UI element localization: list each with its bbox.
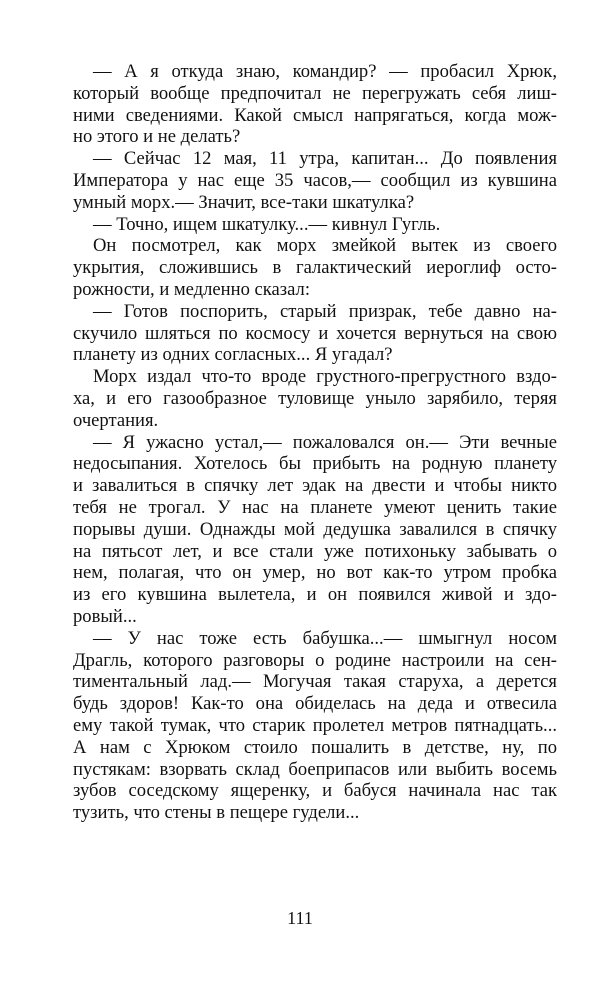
- text-line: рожности, и медленно сказал:: [73, 278, 310, 300]
- text-line: Императора у нас еще 35 часов,— сообщил из кувшина: [73, 169, 557, 191]
- text-line: — А я откуда знаю, командир? — пробасил Хрюк,: [93, 61, 557, 82]
- text-line: скучило шляться по космосу и хочется вернуться на свою: [73, 322, 557, 344]
- text-line: укрытия, сложившись в галактический иероглиф осто-: [73, 257, 557, 279]
- text-line: Он посмотрел, как морх змейкой вытек из своего: [93, 235, 557, 257]
- text-line: — Сейчас 12 мая, 11 утра, капитан... До появления: [93, 148, 557, 170]
- text-line: планету из одних согласных... Я угадал?: [73, 344, 393, 366]
- text-line: будь здоров! Как-то она обиделась на деда и отвесила: [73, 693, 557, 715]
- text-line: — Готов поспорить, старый призрак, тебе давно на-: [93, 300, 557, 322]
- text-line: на пятьсот лет, и все стали уже потихоньку забывать о: [73, 540, 557, 562]
- text-line: — У нас тоже есть бабушка...— шмыгнул носом: [93, 627, 557, 649]
- text-line: который вообще предпочитал не перегружать себя лиш-: [73, 82, 557, 104]
- text-line: из его кувшина вылетела, и он появился живой и здо-: [73, 584, 557, 606]
- paragraph: [73, 366, 557, 431]
- page-body-text: [73, 61, 557, 824]
- text-line: — Точно, ищем шкатулку...— кивнул Гугль.: [93, 213, 441, 235]
- text-line: и завалиться в спячку лет эдак на двести и чтобы никто: [73, 475, 557, 497]
- text-line: — Я ужасно устал,— пожаловался он.— Эти вечные: [93, 431, 557, 453]
- text-line: ровый...: [73, 605, 137, 627]
- paragraph: [73, 432, 557, 628]
- text-line: умный морх.— Значит, все-таки шкатулка?: [73, 191, 415, 213]
- paragraph: [73, 148, 557, 213]
- page-number: 111: [287, 908, 313, 928]
- text-line: пустякам: взорвать склад боеприпасов или выбить восемь: [73, 758, 557, 780]
- paragraph: [73, 301, 557, 366]
- text-line: Драгль, которого разговоры о родине настроили на сен-: [73, 649, 557, 671]
- text-line: Морх издал что-то вроде грустного-прегрустного вздо-: [93, 366, 557, 388]
- text-line: недосыпания. Хотелось бы прибыть на родную планету: [73, 453, 557, 475]
- text-line: ними сведениями. Какой смысл напрягаться, когда мож-: [73, 104, 557, 126]
- text-line: ему такой тумак, что старик пролетел метров пятнадцать...: [73, 714, 557, 736]
- text-line: тиментальный лад.— Могучая такая старуха, а дерется: [73, 671, 557, 693]
- text-line: порывы души. Однажды мой дедушка завалился в спячку: [73, 518, 557, 540]
- text-line: тузить, что стены в пещере гудели...: [73, 802, 360, 824]
- text-line: тебя не трогал. У нас на планете умеют ценить такие: [73, 496, 557, 518]
- paragraph: [73, 61, 557, 148]
- text-line: ха, и его газообразное туловище уныло зарябило, теряя: [73, 387, 557, 409]
- paragraph: [73, 235, 557, 300]
- text-line: нем, полагая, что он умер, но вот как-то утром пробка: [73, 562, 557, 584]
- text-line: но этого и не делать?: [73, 126, 241, 148]
- text-line: очертания.: [73, 409, 159, 431]
- text-line: зубов соседскому ящеренку, и бабуся начинала нас так: [73, 780, 557, 802]
- text-line: А нам с Хрюком стоило пошалить в детстве, ну, по: [73, 736, 557, 758]
- paragraph: [73, 628, 557, 824]
- paragraph: [73, 214, 557, 236]
